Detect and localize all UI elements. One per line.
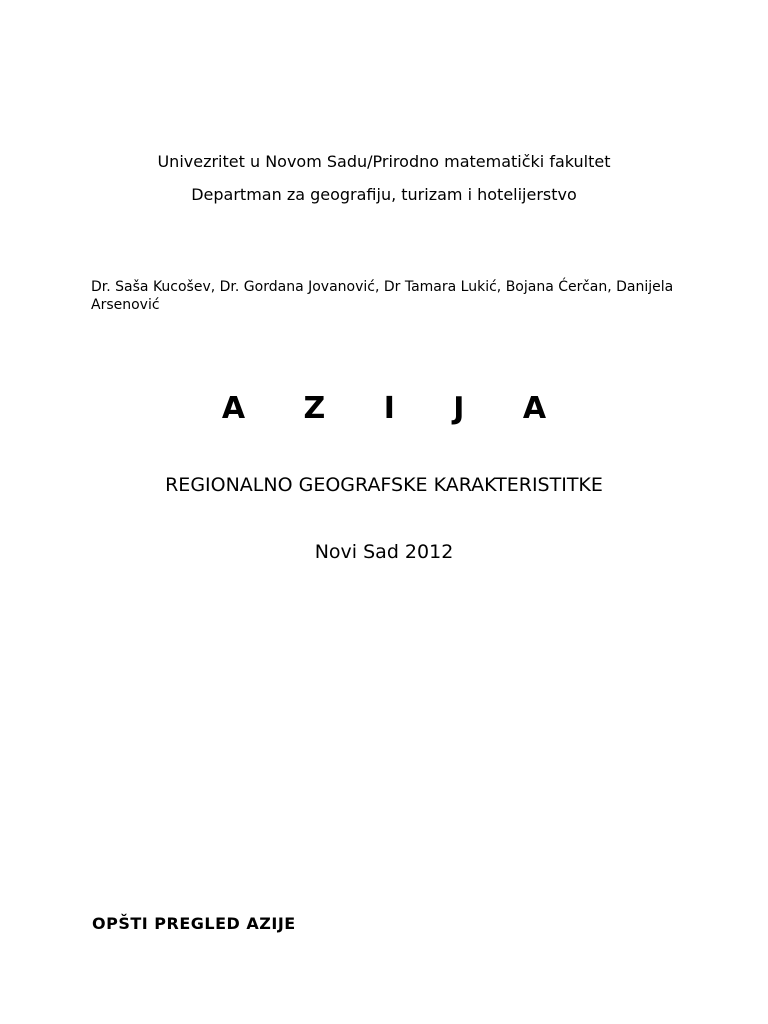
authors-list: Dr. Saša Kucošev, Dr. Gordana Jovanović, Dr Tamara Lukić, Bojana Ćerčan, Danijela Arsenović bbox=[91, 279, 674, 313]
place-and-year: Novi Sad 2012 bbox=[314, 541, 454, 563]
document-title: A Z I J A bbox=[221, 391, 571, 426]
university-line: Univezritet u Novom Sadu/Prirodno matematički fakultet bbox=[157, 152, 611, 171]
document-subtitle: REGIONALNO GEOGRAFSKE KARAKTERISTITKE bbox=[165, 474, 603, 496]
department-line: Departman za geografiju, turizam i hotelijerstvo bbox=[191, 185, 577, 204]
section-heading: OPŠTI PREGLED AZIJE bbox=[92, 914, 296, 933]
